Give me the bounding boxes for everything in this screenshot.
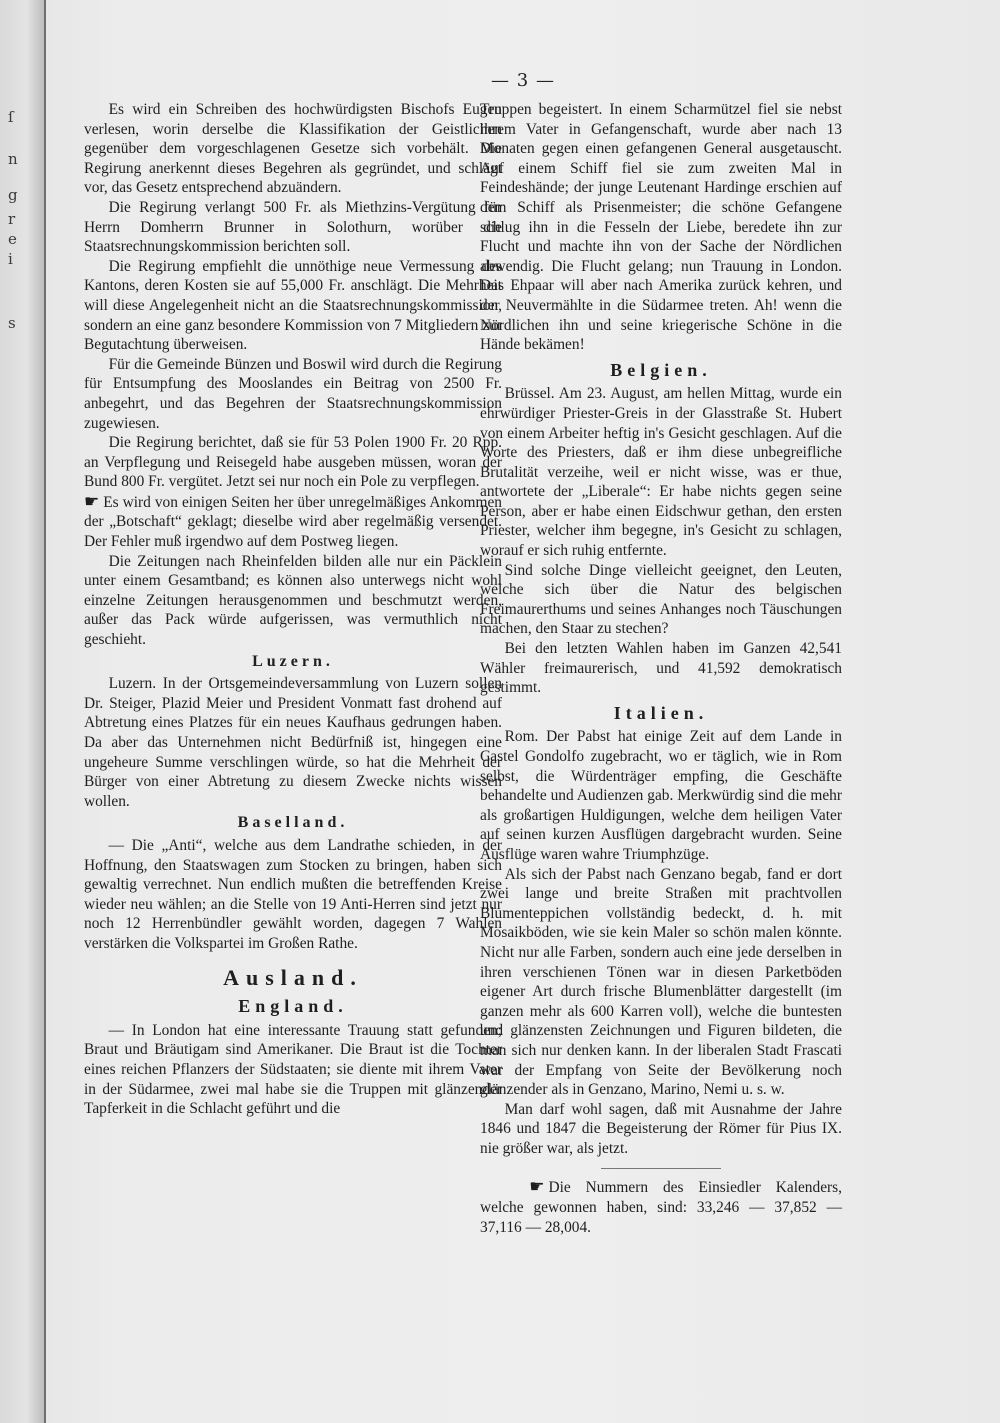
paragraph: Es wird ein Schreiben des hochwürdigsten Bischofs Eugen verlesen, worin derselbe die Klassifikation der Geistlichen gegenüber dem vorgeschlagenen Gesetze sich vorbehält. Die Regirung anerkennt dieses Begehren als gegründet, und schlägt vor, das Gesetz entsprechend abzuändern. xyxy=(84,101,502,197)
paragraph: Als sich der Pabst nach Genzano begab, fand er dort zwei lange und breite Straßen mit prachtvollen Blumenteppichen vollständig bedeckt, d. h. mit Mosaikböden, wie sie kein Maler so schön malen könnte. Nicht nur alle Farben, sondern auch eine jede derselben in ihren verschienen Tönen war in diesen Parketböden eigener Art durch frische Blumenblätter dargestellt (im ganzen mehr als 600 Karren voll), welche die buntesten und glänzensten Zeichnungen und Figuren bildeten, die man sich nur denken kann. In der liberalen Stadt Frascati war der Empfang von Seite der Bevölkerung noch glänzender als in Genzano, Marino, Nemi u. s. w. xyxy=(480,865,842,1099)
lottery-text: Die Nummern des Einsiedler Kalenders, welche gewonnen haben, sind: 33,246 — 37,852 — 37,116 — 28,004. xyxy=(480,1179,842,1236)
section-heading-italien: Italien. xyxy=(613,702,709,723)
section-heading-england: England. xyxy=(238,996,348,1017)
margin-letter: n xyxy=(8,150,18,168)
section-heading-belgien: Belgien. xyxy=(610,359,712,380)
left-column xyxy=(84,100,502,1119)
paragraph: Brüssel. Am 23. August, am hellen Mittag, wurde ein ehrwürdiger Priester-Greis in der Glasstraße St. Hubert von einem Arbeiter heftig in's Gesicht geschlagen. Auf die Worte des Priesters, daß er ihm diese unbegreifliche Brutalität verzeihe, weil er nicht wisse, was er thue, antwortete der „Liberale“: Er habe nichts gegen seine Person, aber er habe einen Eidschwur gethan, den ersten Priester, welcher ihm begegne, in's Gesicht zu schlagen, worauf er sich ruhig entfernte. xyxy=(480,385,842,560)
margin-letter: e xyxy=(8,230,17,248)
paragraph: — Die „Anti“, welche aus dem Landrathe schieden, in der Hoffnung, den Staatswagen zum Stocken zu bringen, haben sich gewaltig verrechnet. Nun endlich mußten die betreffenden Kreise wieder neu wählen; an die Stelle von 19 Anti-Herren sind jetzt nur noch 12 Herrenbündler gewählt worden, dagegen 7 Wahlen verstärken die Volkspartei im Großen Rathe. xyxy=(84,836,502,952)
section-heading-baselland: Baselland. xyxy=(237,814,349,832)
pointing-hand-icon: ☛ xyxy=(529,1177,545,1197)
paragraph: — In London hat eine interessante Trauung statt gefunden; Braut und Bräutigam sind Amerikaner. Die Braut ist die Tochter eines reichen Pflanzers der Südstaaten; sie diente mit ihrem Vater in der Südarmee, zwei mal habe sie die Truppen mit glänzender Tapferkeit in die Schlacht geführt und die xyxy=(84,1021,502,1118)
section-heading-luzern: Luzern. xyxy=(252,652,334,670)
paragraph: Für die Gemeinde Bünzen und Boswil wird durch die Regirung für Entsumpfung des Mooslandes ein Beitrag von 2500 Fr. anbegehrt, und das Begehren der Staatsrechnungskommission zugewiesen. xyxy=(84,355,502,432)
paragraph: Die Regirung verlangt 500 Fr. als Miethzins-Vergütung für Herrn Domherrn Brunner in Solothurn, worüber die Staatsrechnungskommission berichten soll. xyxy=(84,198,502,256)
pointing-hand-icon: ☛ xyxy=(84,491,100,511)
paragraph: Sind solche Dinge vielleicht geeignet, den Leuten, welche sich über die Natur des belgischen Freimaurerthums und seines Anhanges noch Täuschungen machen, den Staar zu stechen? xyxy=(480,561,842,638)
adjacent-page-edge xyxy=(0,0,46,1423)
margin-letter: s xyxy=(8,314,16,332)
paragraph: Bei den letzten Wahlen haben im Ganzen 42,541 Wähler freimaurerisch, und 41,592 demokratisch gestimmt. xyxy=(480,640,842,697)
paragraph: Truppen begeistert. In einem Scharmützel fiel sie nebst ihrem Vater in Gefangenschaft, wurde aber nach 13 Monaten gegen einen gefangenen General ausgetauscht. Auf einem Schiff fiel sie zum zweiten Mal in Feindeshände; der junge Leutenant Hardinge erschien auf dem Schiff als Prisenmeister; die schöne Gefangene schlug ihn in die Fesseln der Liebe, beredete ihn zur Flucht und machte ihn von der Sache der Nördlichen abwendig. Die Flucht gelang; nun Trauung in London. Das Ehpaar will aber nach Amerika zurück kehren, und der Neuvermählte in die Südarmee treten. Ah! wenn die Nördlichen ihn und seine kriegerische Schöne in die Hände bekämen! xyxy=(480,101,842,354)
paragraph: Luzern. In der Ortsgemeindeversammlung von Luzern sollen Dr. Steiger, Plazid Meier und President Vonmatt fast drohend auf Abtretung eines Platzes für ein neues Kaufhaus gedrungen haben. Da aber das Unternehmen nicht Bedürfniß ist, hingegen eine ungeheure Summe verschlingen würde, so hat die Mehrheit der Bürger von einer Abtretung zu diesem Zwecke nichts wissen wollen. xyxy=(84,675,502,810)
margin-letter: ſ xyxy=(8,108,14,126)
paragraph: Rom. Der Pabst hat einige Zeit auf dem Lande in Castel Gondolfo zugebracht, wo er täglich, wie in Rom selbst, die Würdenträger empfing, die Geschäfte behandelte und Audienzen gab. Merkwürdig sind die mehr als großartigen Huldigungen, welche dem heiligen Vater auf seinen kurzen Ausflügen dargebracht wurden. Seine Ausflüge waren wahre Triumphzüge. xyxy=(480,728,842,863)
paragraph: Man darf wohl sagen, daß mit Ausnahme der Jahre 1846 und 1847 die Begeisterung der Römer für Pius IX. nie größer war, als jetzt. xyxy=(480,1100,842,1157)
newspaper-page xyxy=(46,0,1000,1423)
page-number: — 3 — xyxy=(491,70,555,91)
right-column xyxy=(480,100,842,1237)
paragraph: Die Regirung empfiehlt die unnöthige neue Vermessung des Kantons, deren Kosten sie auf 55,000 Fr. anschlägt. Die Mehrheit will diese Angelegenheit nicht an die Staatsrechnungskommission, sondern an eine ganz besondere Kommission von 7 Mitgliedern zur Begutachtung überweisen. xyxy=(84,257,502,354)
paragraph: Die Regirung berichtet, daß sie für 53 Polen 1900 Fr. 20 Rpp. an Verpflegung und Reisegeld habe ausgeben müssen, woran der Bund 800 Fr. vergütet. Jetzt sei nur noch ein Pole zu verpflegen. xyxy=(84,434,502,491)
notice-text: Es wird von einigen Seiten her über unregelmäßiges Ankommen der „Botschaft“ geklagt; dieselbe wird aber regelmäßig versendet. Der Fehler muß irgendwo auf dem Postweg liegen. xyxy=(84,493,502,551)
margin-letter: g xyxy=(8,186,18,204)
margin-letter: r xyxy=(8,210,16,228)
paragraph: Die Zeitungen nach Rheinfelden bilden alle nur ein Päcklein unter einem Gesamtband; es können also unterwegs nicht wohl einzelne Zeitungen herausgenommen und beschmutzt werden, außer das Pack würde aufgerissen, was vermuthlich nicht geschieht. xyxy=(84,552,502,649)
notice-paragraph xyxy=(84,492,502,552)
margin-letter: i xyxy=(8,250,13,268)
divider xyxy=(601,1168,721,1169)
section-heading-ausland: Ausland. xyxy=(223,964,363,990)
lottery-notice xyxy=(480,1177,842,1237)
